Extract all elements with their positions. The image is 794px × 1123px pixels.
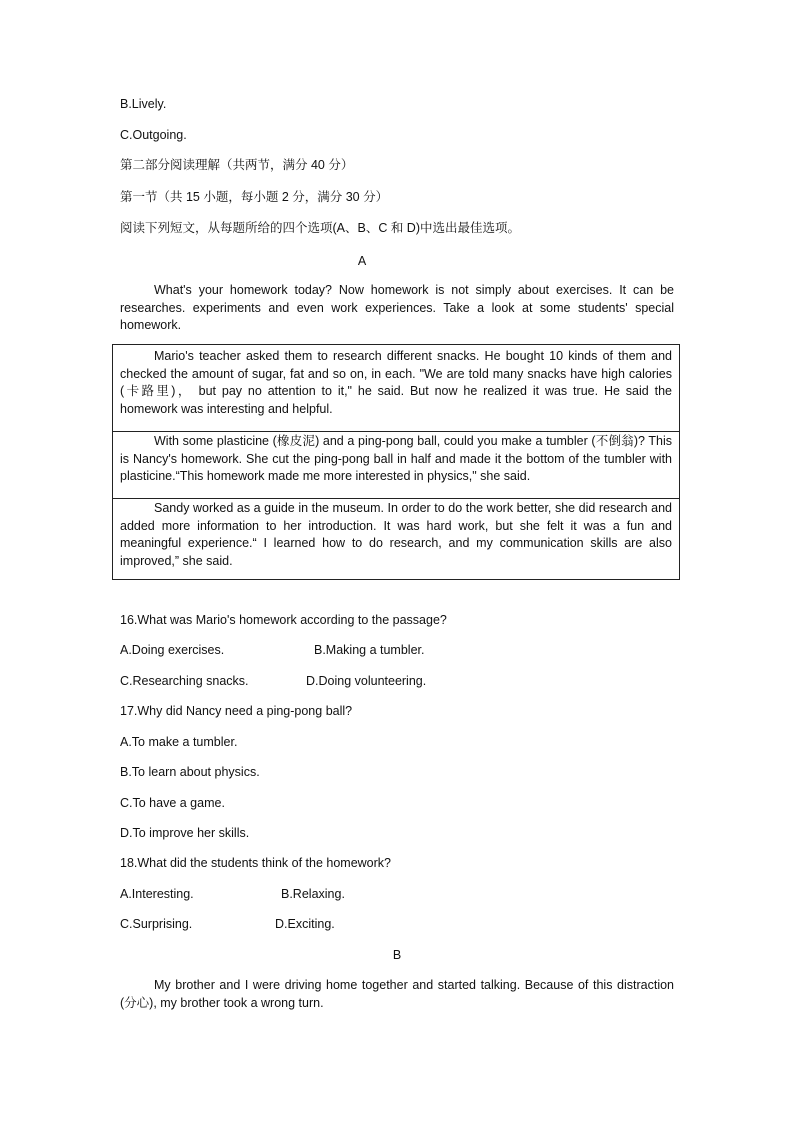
q17-option-a: A.To make a tumbler. [120,735,238,749]
q18-stem: 18.What did the students think of the homework? [120,856,391,870]
q18-option-c: C.Surprising. [120,917,193,931]
passage-b-intro: My brother and I were driving home together and started talking. Because of this distraction (分心), my brother took a wrong turn. [120,978,674,1010]
q16-stem: 16.What was Mario's homework according to the passage? [120,613,447,627]
option-c-outgoing: C.Outgoing. [120,128,187,142]
q17-option-b: B.To learn about physics. [120,765,260,779]
q18-option-d: D.Exciting. [275,917,335,931]
passage-a-label: A [357,254,367,268]
q17-option-d: D.To improve her skills. [120,826,250,840]
box-cell-mario: Mario's teacher asked them to research different snacks. He bought 10 kinds of them and checked the amount of sugar, fat and so on, in each. "We are told many snacks have high calories (卡路里)， but pay no attention to it," he said. But now he realized it was true. He said the homework was interesting and helpful. [120,349,672,416]
part-title: 第二部分阅读理解（共两节，满分 40 分） [120,158,354,172]
q16-option-d: D.Doing volunteering. [306,674,427,688]
section-subtitle: 第一节（共 15 小题，每小题 2 分，满分 30 分） [120,190,389,204]
q16-option-a: A.Doing exercises. [120,643,225,657]
q16-option-b: B.Making a tumbler. [314,643,425,657]
box-cell-nancy: With some plasticine (橡皮泥) and a ping-pong ball, could you make a tumbler (不倒翁)? This is Nancy's homework. She cut the ping-pong ball in half and made it the bottom of the tumbler with plasticine.“This homework made me more interested in physics," she said. [113,431,679,497]
q17-stem: 17.Why did Nancy need a ping-pong ball? [120,704,353,718]
q17-option-c: C.To have a game. [120,796,225,810]
q18-option-b: B.Relaxing. [281,887,345,901]
q16-option-c: C.Researching snacks. [120,674,249,688]
passage-a-box [112,344,680,580]
passage-a-intro: What's your homework today? Now homework is not simply about exercises. It can be researches. experiments and even work experiences. Take a look at some students' special homework. [120,283,674,332]
box-cell-sandy: Sandy worked as a guide in the museum. In order to do the work better, she did research and added more information to her introduction. It was hard work, but she felt it was a fun and meaningful experience.“ I learned how to do research, and my communication skills are also improved,” she said. [113,498,679,579]
option-b-lively: B.Lively. [120,97,167,111]
passage-b-label: B [392,948,402,962]
q18-option-a: A.Interesting. [120,887,194,901]
instruction: 阅读下列短文，从每题所给的四个选项(A、B、C 和 D)中选出最佳选项。 [120,221,521,235]
